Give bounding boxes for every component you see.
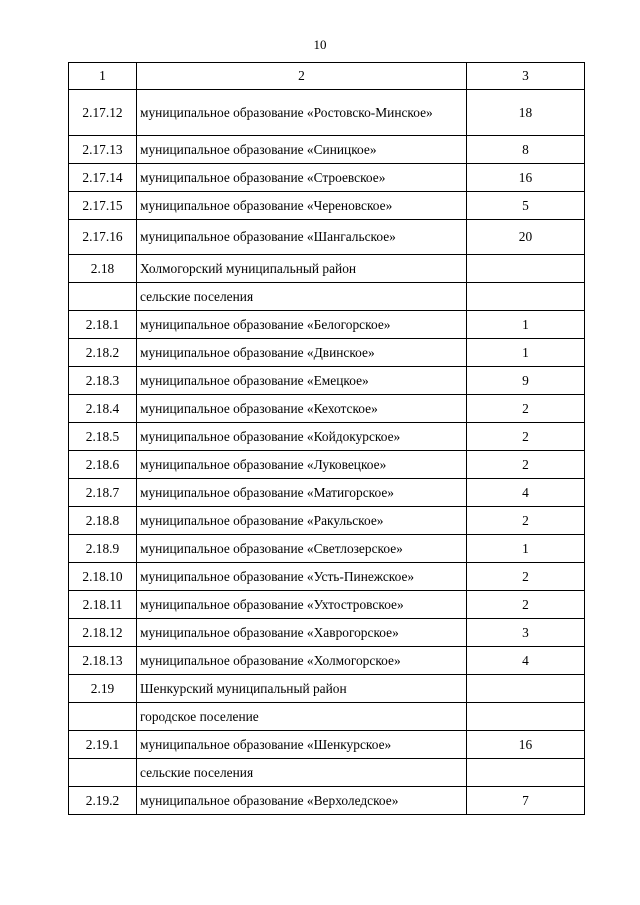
- table-row: [69, 283, 585, 311]
- row-value-cell: 2: [467, 563, 585, 591]
- row-name-cell: сельские поселения: [137, 283, 467, 311]
- row-value-cell: 8: [467, 136, 585, 164]
- row-number-cell: 2.17.12: [69, 90, 137, 136]
- table-row: [69, 759, 585, 787]
- table-row: [69, 220, 585, 255]
- row-value-cell: 2: [467, 451, 585, 479]
- row-value-cell: 4: [467, 479, 585, 507]
- row-name-cell: муниципальное образование «Луковецкое»: [137, 451, 467, 479]
- row-name-cell: муниципальное образование «Шенкурское»: [137, 731, 467, 759]
- row-value-cell: 2: [467, 507, 585, 535]
- row-value-cell: 9: [467, 367, 585, 395]
- row-name-cell: муниципальное образование «Ухтостровское»: [137, 591, 467, 619]
- header-cell-number: 1: [69, 63, 137, 90]
- row-number-cell: 2.19.1: [69, 731, 137, 759]
- row-number-cell: [69, 759, 137, 787]
- table-row: [69, 479, 585, 507]
- row-value-cell: [467, 703, 585, 731]
- row-number-cell: 2.19.2: [69, 787, 137, 815]
- header-cell-name: 2: [137, 63, 467, 90]
- row-name-cell: муниципальное образование «Усть-Пинежское»: [137, 563, 467, 591]
- row-name-cell: муниципальное образование «Кехотское»: [137, 395, 467, 423]
- row-name-cell: муниципальное образование «Светлозерское»: [137, 535, 467, 563]
- row-number-cell: 2.18.11: [69, 591, 137, 619]
- row-name-cell: муниципальное образование «Верхоледское»: [137, 787, 467, 815]
- row-value-cell: 3: [467, 619, 585, 647]
- row-value-cell: 2: [467, 395, 585, 423]
- table-row: [69, 90, 585, 136]
- table-row: [69, 647, 585, 675]
- row-number-cell: [69, 703, 137, 731]
- row-value-cell: 7: [467, 787, 585, 815]
- table-row: [69, 675, 585, 703]
- row-number-cell: 2.18.5: [69, 423, 137, 451]
- row-name-cell: городское поселение: [137, 703, 467, 731]
- row-name-cell: Холмогорский муниципальный район: [137, 255, 467, 283]
- table-row: [69, 619, 585, 647]
- row-number-cell: 2.18.12: [69, 619, 137, 647]
- row-value-cell: 18: [467, 90, 585, 136]
- row-value-cell: 1: [467, 339, 585, 367]
- row-name-cell: муниципальное образование «Синицкое»: [137, 136, 467, 164]
- table-row: [69, 339, 585, 367]
- row-value-cell: 2: [467, 591, 585, 619]
- table-row: [69, 367, 585, 395]
- row-value-cell: 2: [467, 423, 585, 451]
- row-value-cell: 20: [467, 220, 585, 255]
- row-name-cell: муниципальное образование «Койдокурское»: [137, 423, 467, 451]
- page-number: 10: [313, 37, 327, 52]
- row-value-cell: 1: [467, 535, 585, 563]
- row-value-cell: [467, 675, 585, 703]
- table-row: [69, 395, 585, 423]
- row-number-cell: 2.19: [69, 675, 137, 703]
- row-name-cell: муниципальное образование «Двинское»: [137, 339, 467, 367]
- row-number-cell: 2.18.4: [69, 395, 137, 423]
- table-row: [69, 311, 585, 339]
- table-row: [69, 731, 585, 759]
- row-value-cell: 5: [467, 192, 585, 220]
- row-number-cell: 2.18.6: [69, 451, 137, 479]
- row-number-cell: 2.18.7: [69, 479, 137, 507]
- row-number-cell: [69, 283, 137, 311]
- table-row: [69, 192, 585, 220]
- row-name-cell: муниципальное образование «Ростовско-Минское»: [137, 90, 467, 136]
- row-number-cell: 2.17.15: [69, 192, 137, 220]
- table-header-row: [69, 63, 585, 90]
- row-value-cell: 1: [467, 311, 585, 339]
- table-row: [69, 535, 585, 563]
- row-number-cell: 2.17.14: [69, 164, 137, 192]
- row-name-cell: муниципальное образование «Емецкое»: [137, 367, 467, 395]
- row-number-cell: 2.18.10: [69, 563, 137, 591]
- row-value-cell: [467, 759, 585, 787]
- row-name-cell: сельские поселения: [137, 759, 467, 787]
- row-name-cell: муниципальное образование «Череновское»: [137, 192, 467, 220]
- municipal-table: [68, 62, 585, 815]
- row-name-cell: Шенкурский муниципальный район: [137, 675, 467, 703]
- table-row: [69, 255, 585, 283]
- row-number-cell: 2.18: [69, 255, 137, 283]
- table-row: [69, 451, 585, 479]
- table-row: [69, 507, 585, 535]
- row-name-cell: муниципальное образование «Белогорское»: [137, 311, 467, 339]
- row-name-cell: муниципальное образование «Хаврогорское»: [137, 619, 467, 647]
- row-number-cell: 2.18.9: [69, 535, 137, 563]
- row-number-cell: 2.17.13: [69, 136, 137, 164]
- row-value-cell: [467, 283, 585, 311]
- table-row: [69, 591, 585, 619]
- row-value-cell: 16: [467, 164, 585, 192]
- row-value-cell: 4: [467, 647, 585, 675]
- table-row: [69, 164, 585, 192]
- row-name-cell: муниципальное образование «Матигорское»: [137, 479, 467, 507]
- table-row: [69, 787, 585, 815]
- row-number-cell: 2.18.13: [69, 647, 137, 675]
- row-name-cell: муниципальное образование «Шангальское»: [137, 220, 467, 255]
- row-value-cell: 16: [467, 731, 585, 759]
- table-row: [69, 423, 585, 451]
- table-row: [69, 703, 585, 731]
- row-number-cell: 2.18.8: [69, 507, 137, 535]
- row-number-cell: 2.17.16: [69, 220, 137, 255]
- row-number-cell: 2.18.2: [69, 339, 137, 367]
- row-value-cell: [467, 255, 585, 283]
- row-name-cell: муниципальное образование «Строевское»: [137, 164, 467, 192]
- table-row: [69, 136, 585, 164]
- table-row: [69, 563, 585, 591]
- row-number-cell: 2.18.1: [69, 311, 137, 339]
- row-name-cell: муниципальное образование «Ракульское»: [137, 507, 467, 535]
- row-name-cell: муниципальное образование «Холмогорское»: [137, 647, 467, 675]
- header-cell-value: 3: [467, 63, 585, 90]
- row-number-cell: 2.18.3: [69, 367, 137, 395]
